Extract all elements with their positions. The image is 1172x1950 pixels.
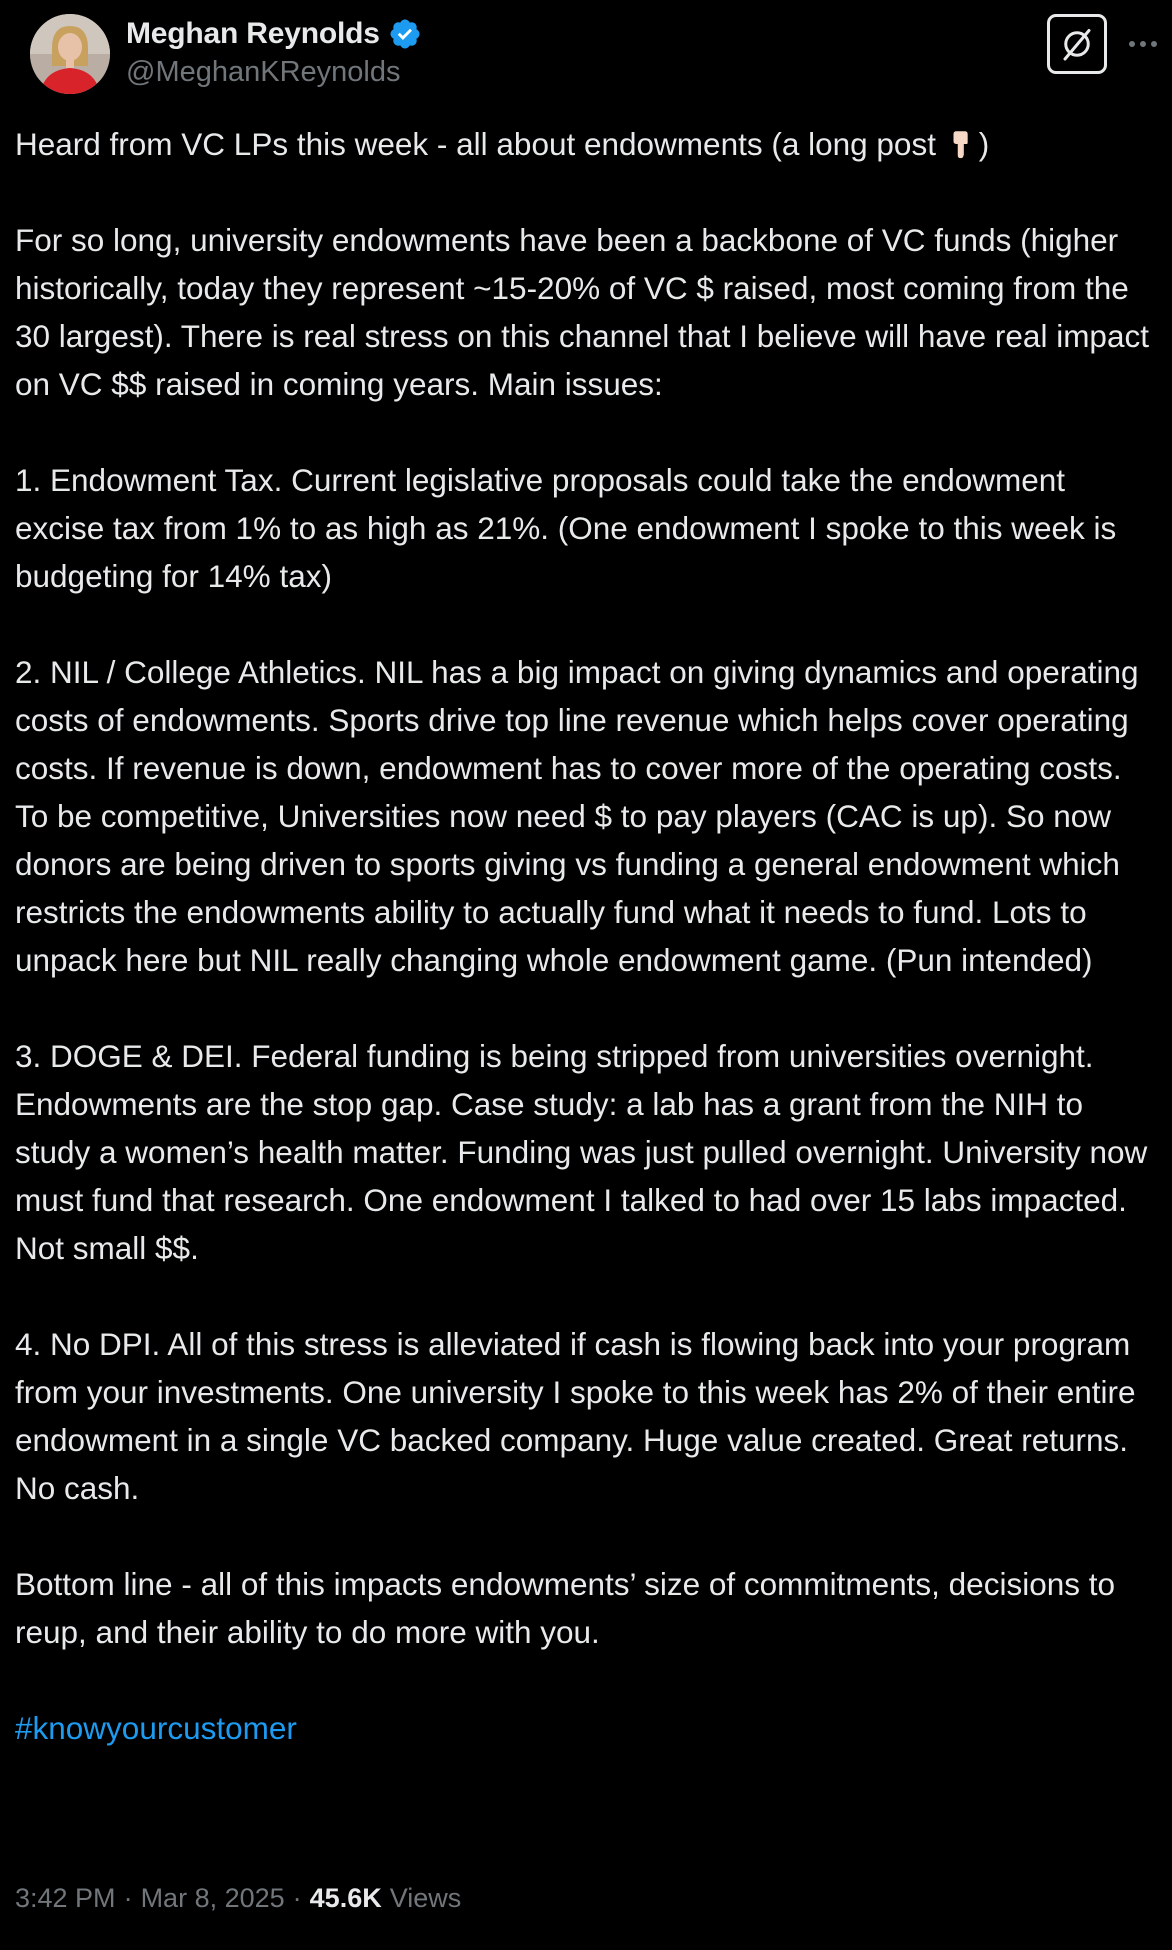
- paragraph-2: 1. Endowment Tax. Current legislative proposals could take the endowment excise tax from 1% to as high as 21%. (One endowment I spoke to this week is budgeting for 14% tax): [15, 462, 1117, 594]
- display-name[interactable]: Meghan Reynolds: [126, 17, 380, 50]
- more-options-icon[interactable]: [1127, 28, 1159, 60]
- post-date[interactable]: Mar 8, 2025: [140, 1883, 285, 1913]
- handle[interactable]: @MeghanKReynolds: [126, 56, 401, 88]
- paragraph-4: 3. DOGE & DEI. Federal funding is being stripped from universities overnight. Endowments are the stop gap. Case study: a lab has a grant from the NIH to study a women’s health matter. Funding was just pulled overnight. University now must fund that research. One endowment I talked to had over 15 labs impacted. Not small $$.: [15, 1038, 1148, 1266]
- paragraph-1: For so long, university endowments have been a backbone of VC funds (higher historically, today they represent ~15-20% of VC $ raised, most coming from the 30 largest). There is real stress on this channel that I believe will have real impact on VC $$ raised in coming years. Main issues:: [15, 222, 1149, 402]
- paragraph-5: 4. No DPI. All of this stress is alleviated if cash is flowing back into your program from your investments. One university I spoke to this week has 2% of their entire endowment in a single VC backed company. Huge value created. Great returns. No cash.: [15, 1326, 1136, 1506]
- verified-badge-icon[interactable]: [388, 17, 422, 51]
- grok-icon: [1059, 26, 1095, 62]
- views-count[interactable]: 45.6K: [309, 1883, 382, 1913]
- author-names: [126, 16, 422, 89]
- tweet-meta: [15, 1883, 461, 1914]
- tweet-header: [15, 0, 1157, 110]
- avatar-image: [30, 14, 110, 94]
- intro-text: Heard from VC LPs this week - all about endowments (a long post: [15, 126, 945, 162]
- display-name-row: [126, 16, 422, 52]
- post-time[interactable]: 3:42 PM: [15, 1883, 116, 1913]
- hashtag-link[interactable]: #knowyourcustomer: [15, 1710, 297, 1746]
- grok-button[interactable]: [1047, 14, 1107, 74]
- paragraph-3: 2. NIL / College Athletics. NIL has a big impact on giving dynamics and operating costs of endowments. Sports drive top line revenue which helps cover operating costs. If revenue is down, endowment has to cover more of the operating costs. To be competitive, Universities now need $ to pay players (CAC is up). So now donors are being driven to sports giving vs funding a general endowment which restricts the endowments ability to actually fund what it needs to fund. Lots to unpack here but NIL really changing whole endowment game. (Pun intended): [15, 654, 1139, 978]
- separator: ·: [292, 1883, 302, 1913]
- tweet-intro: [15, 120, 1160, 168]
- intro-text-end: ): [978, 126, 990, 162]
- backhand-index-pointing-down-emoji: [945, 126, 979, 160]
- views-label: Views: [389, 1883, 462, 1913]
- separator: ·: [123, 1883, 133, 1913]
- paragraph-6: Bottom line - all of this impacts endowments’ size of commitments, decisions to reup, and their ability to do more with you.: [15, 1566, 1116, 1650]
- tweet-text: [15, 120, 1160, 1752]
- avatar[interactable]: [30, 14, 110, 94]
